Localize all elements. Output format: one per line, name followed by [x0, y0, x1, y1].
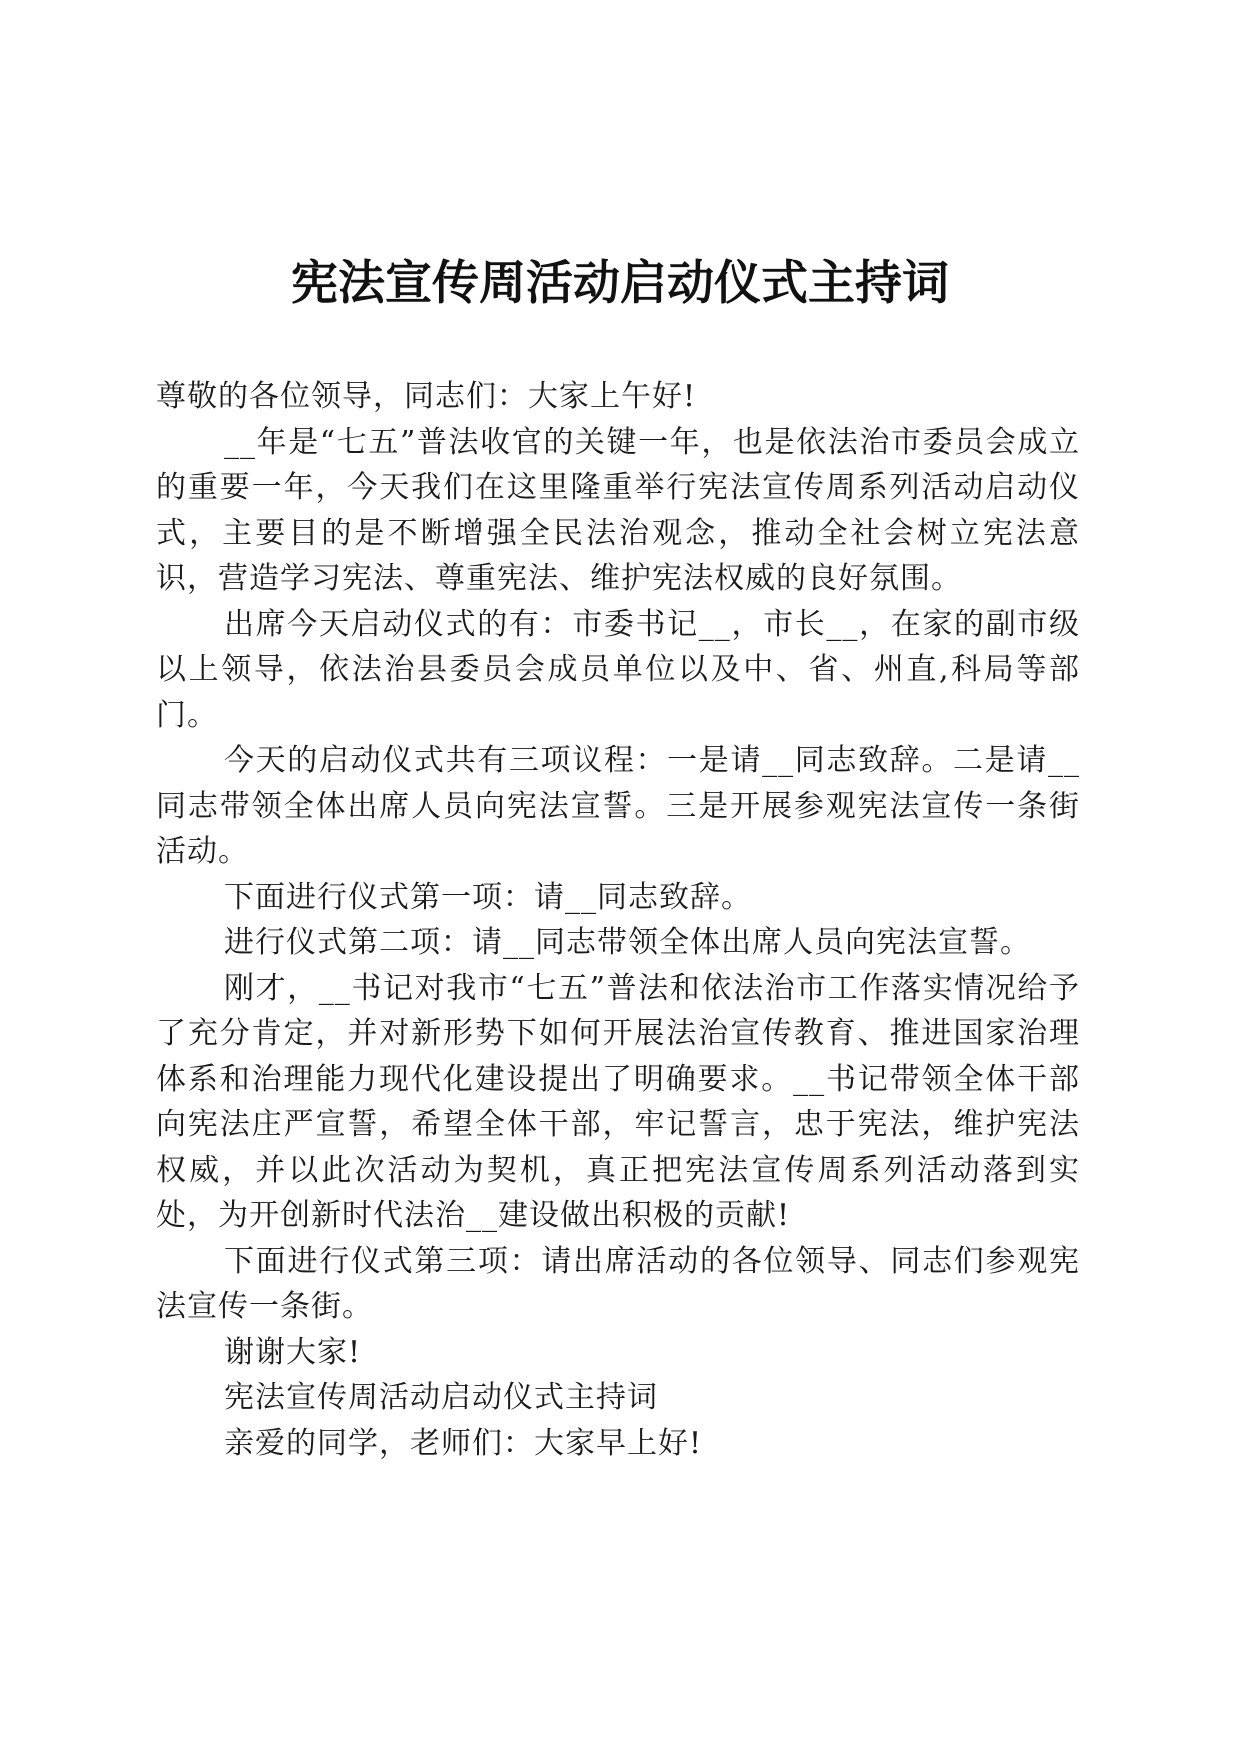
paragraph-item-two: 进行仪式第二项：请__同志带领全体出席人员向宪法宣誓。	[224, 925, 1031, 960]
document-title: 宪法宣传周活动启动仪式主持词	[291, 256, 949, 311]
paragraph-second-salutation: 亲爱的同学，老师们：大家早上好!	[224, 1425, 703, 1461]
paragraph-intro: __年是“七五”普法收官的关键一年，也是依法治市委员会成立的重要一年，今天我们在这里隆重举行宪法宣传周系列活动启动仪式，主要目的是不断增强全民法治观念，推动全社会树立宪法意识，营造学习宪法、尊重宪法、维护宪法权威的良好氛围。	[156, 424, 1080, 596]
document-body	[156, 374, 1080, 1466]
paragraph-item-three: 下面进行仪式第三项：请出席活动的各位领导、同志们参观宪法宣传一条街。	[156, 1243, 1080, 1324]
paragraph-attendees: 出席今天启动仪式的有：市委书记__，市长__，在家的副市级以上领导，依法治县委员会成员单位以及中、省、州直,科局等部门。	[156, 606, 1080, 733]
paragraph-second-title: 宪法宣传周活动启动仪式主持词	[224, 1380, 658, 1415]
paragraph-agenda: 今天的启动仪式共有三项议程：一是请__同志致辞。二是请__同志带领全体出席人员向宪法宣誓。三是开展参观宪法宣传一条街活动。	[156, 743, 1080, 869]
paragraph-item-one: 下面进行仪式第一项：请__同志致辞。	[224, 879, 752, 915]
paragraph-thanks: 谢谢大家!	[224, 1334, 362, 1370]
paragraph-summary: 刚才，__书记对我市“七五”普法和依法治市工作落实情况给予了充分肯定，并对新形势下如何开展法治宣传教育、推进国家治理体系和治理能力现代化建设提出了明确要求。__书记带领全体干部向宪法庄严宣誓，希望全体干部，牢记誓言，忠于宪法，维护宪法权威，并以此次活动为契机，真正把宪法宣传周系列活动落到实处，为开创新时代法治__建设做出积极的贡献!	[156, 970, 1080, 1233]
paragraph-salutation: 尊敬的各位领导，同志们：大家上午好!	[156, 379, 697, 414]
